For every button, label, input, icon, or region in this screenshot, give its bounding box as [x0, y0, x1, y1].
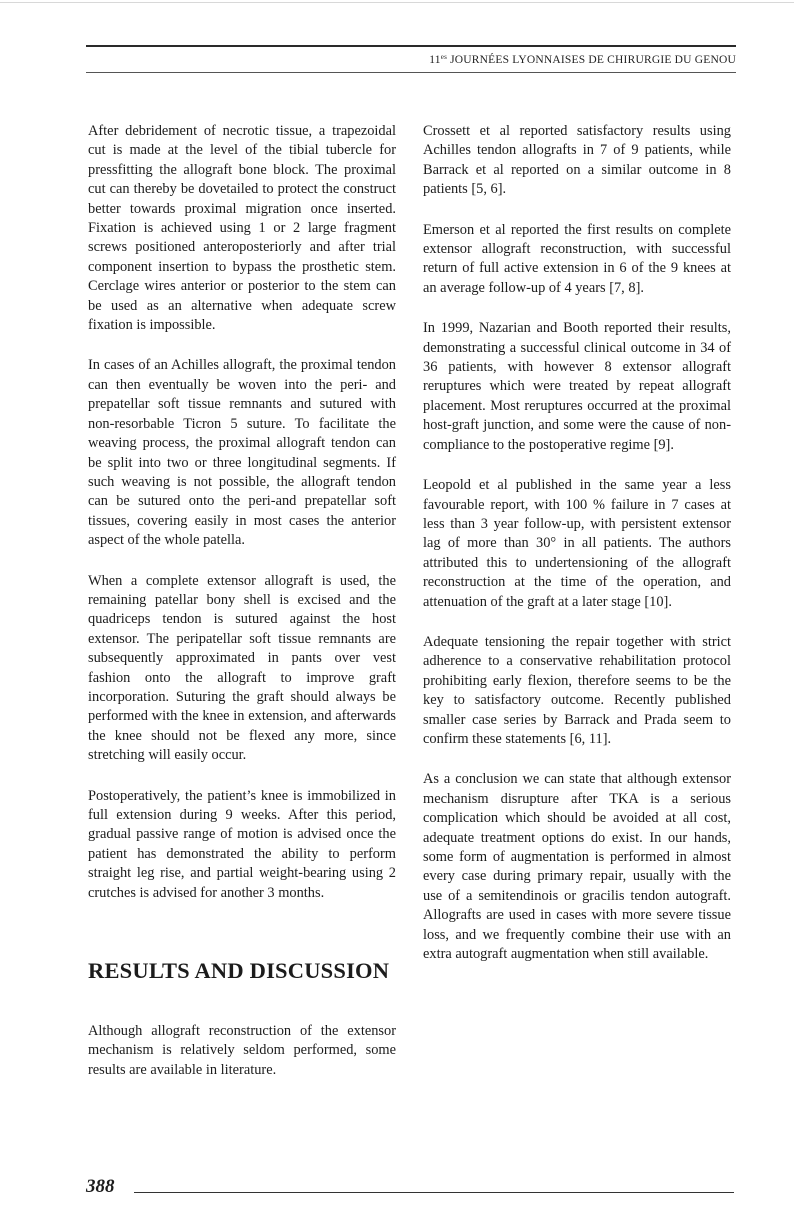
page-number: 388 [86, 1176, 115, 1197]
right-column [423, 122, 731, 985]
running-head [429, 53, 736, 66]
header-rule-top [86, 45, 736, 47]
paragraph-postoperative: Postoperatively, the patient’s knee is immobilized in full extension during 9 weeks. After this period, gradual passive range of motion is advised once the patient has demonstrated the ability to perform straight leg rise, and partial weight-bearing using 2 crutches is advised for another 3 months. [88, 787, 396, 901]
paragraph-results-intro: Although allograft reconstruction of the extensor mechanism is relatively seldom performed, some results are available in literature. [88, 1023, 396, 1078]
paragraph-achilles-allograft: In cases of an Achilles allograft, the proximal tendon can then eventually be woven into the peri- and prepatellar soft tissue remnants and sutured with non-resorbable Ticron 5 suture. To facilitate the weaving process, the proximal allograft tendon can be split into two or three longitudinal segments. If such weaving is not possible, the allograft tendon can be sutured onto the peri-and prepatellar soft tissues, covering easily in most cases the anterior aspect of the whole patella. [88, 357, 396, 549]
left-column [88, 122, 396, 1101]
paragraph-tensioning: Adequate tensioning the repair together with strict adherence to a conservative rehabilitation protocol prohibiting early flexion, therefore seems to be the key to satisfactory outcome. Recently published smaller case series by Barrack and Prada seem to confirm these statements [6, 11]. [423, 633, 731, 747]
paragraph-nazarian: In 1999, Nazarian and Booth reported their results, demonstrating a successful clinical outcome in 34 of 36 patients, with however 8 extensor allograft reruptures which were treated by repeat allograft placement. Most reruptures occurred at the proximal host-graft junction, and some were the cause of non-compliance to the postoperative regime [9]. [423, 320, 731, 453]
top-edge-rule [0, 2, 794, 3]
footer-rule [134, 1192, 734, 1193]
paragraph-fixation: After debridement of necrotic tissue, a trapezoidal cut is made at the level of the tibial tubercle for pressfitting the allograft bone block. The proximal cut can thereby be dovetailed to protect the construct better towards proximal migration once inserted. Fixation is achieved using 1 or 2 large fragment screws positioned anteroposteriorly and after trial component insertion to bypass the prosthetic stem. Cerclage wires anterior or posterior to the stem can be used as an alternative when adequate screw fixation is impossible. [88, 123, 396, 334]
running-head-superscript: es [440, 53, 447, 61]
paragraph-leopold: Leopold et al published in the same year a less favourable report, with 100 % failure in 7 cases at less than 3 year follow-up, with persistent extensor lag of more than 30° in all patients. The authors attributed this to undertensioning of the allograft reconstruction at the time of the operation, and attenuation of the graft at a later stage [10]. [423, 477, 731, 610]
running-head-title: JOURNÉES LYONNAISES DE CHIRURGIE DU GENOU [447, 54, 736, 66]
section-heading-results: RESULTS AND DISCUSSION [88, 958, 390, 984]
running-head-ordinal: 11 [429, 54, 441, 66]
header-rule-bottom [86, 72, 736, 73]
paragraph-crossett: Crossett et al reported satisfactory results using Achilles tendon allografts in 7 of 9 patients, while Barrack et al reported on a similar outcome in 8 patients [5, 6]. [423, 123, 731, 198]
paragraph-complete-allograft: When a complete extensor allograft is used, the remaining patellar bony shell is excised and the quadriceps tendon is sutured against the host extensor. The peripatellar soft tissue remnants are subsequently approximated in pants over vest fashion onto the allograft to improve graft incorporation. Suturing the graft should always be performed with the knee in extension, and afterwards the knee should not be flexed any more, since stretching will easily occur. [88, 572, 396, 764]
paragraph-conclusion: As a conclusion we can state that although extensor mechanism disrupture after TKA is a serious complication which should be avoided at all cost, adequate treatment options do exist. In our hands, some form of augmentation is performed in almost every case during primary repair, usually with the use of a semitendinois or gracilis tendon autograft. Allografts are used in cases with more severe tissue loss, and we frequently combine their use with an extra autograft augmentation when still available. [423, 771, 731, 963]
paragraph-emerson: Emerson et al reported the first results on complete extensor allograft reconstruction, with successful return of full active extension in 6 of the 9 knees at an average follow-up of 4 years [7, 8]. [423, 221, 731, 296]
